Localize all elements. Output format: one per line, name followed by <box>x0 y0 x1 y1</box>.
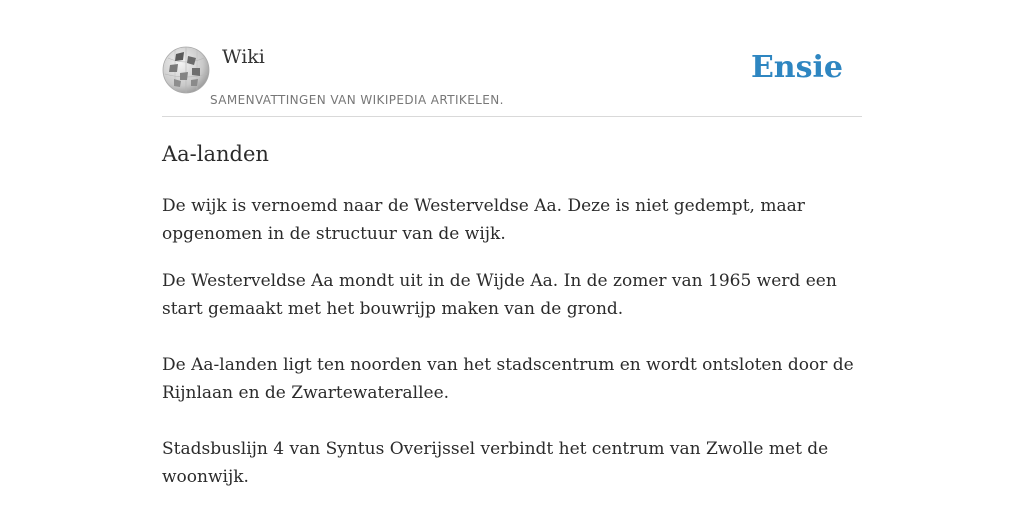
article-paragraph: Stadsbuslijn 4 van Syntus Overijssel verbindt het centrum van Zwolle met de woonwijk. <box>162 439 829 487</box>
brand-logo-link[interactable]: Ensie <box>750 50 843 85</box>
site-name[interactable]: Wiki <box>222 46 265 68</box>
wikipedia-globe-icon[interactable] <box>162 46 210 94</box>
site-tagline: SAMENVATTINGEN VAN WIKIPEDIA ARTIKELEN. <box>210 93 504 107</box>
article-paragraph: De Westerveldse Aa mondt uit in de Wijde Aa. In de zomer van 1965 werd een start gemaakt met het bouwrijp maken van de grond. <box>162 271 837 319</box>
site-header <box>162 40 862 117</box>
article-paragraph: De Aa-landen ligt ten noorden van het stadscentrum en wordt ontsloten door de Rijnlaan en de Zwartewaterallee. <box>162 355 854 403</box>
article-content <box>162 138 862 491</box>
article-paragraph: De wijk is vernoemd naar de Westerveldse Aa. Deze is niet gedempt, maar opgenomen in de structuur van de wijk. <box>162 196 805 244</box>
article-title: Aa-landen <box>162 142 269 166</box>
